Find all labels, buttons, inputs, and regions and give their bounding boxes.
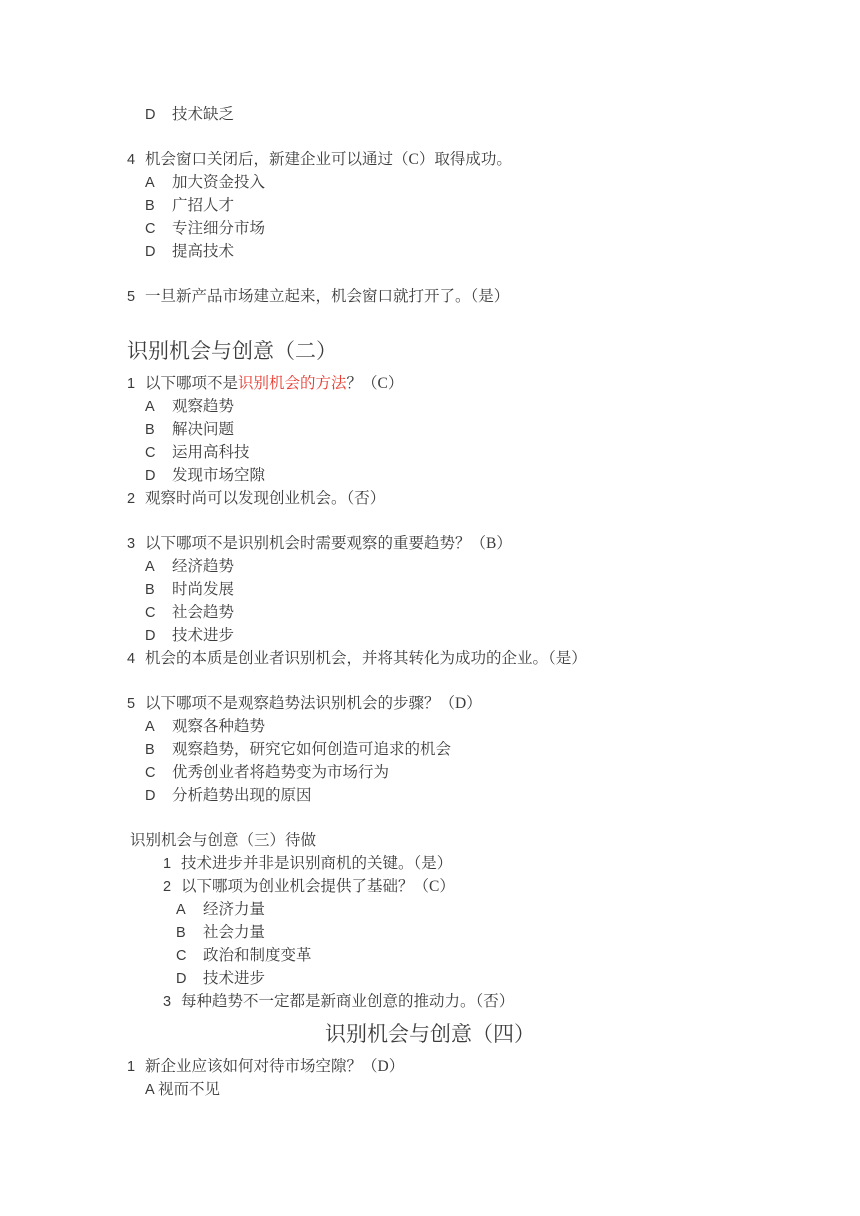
option-line [127,715,820,738]
blank-line [127,670,820,692]
question-number: 1 [127,376,136,392]
question-number: 5 [127,696,136,712]
option-letter: C [145,765,156,781]
question-line [127,875,820,898]
option-text: 社会力量 [203,924,266,941]
option-line [127,601,820,624]
question-line [127,692,820,715]
blank-line [127,263,820,285]
option-text: 技术进步 [172,627,235,644]
option-line [127,464,820,487]
question-line [127,852,820,875]
option-text: 广招人才 [172,197,235,214]
option-letter: D [145,244,156,260]
option-letter: C [145,445,156,461]
question-text: ？（C） [346,375,404,392]
option-text: 解决问题 [172,421,235,438]
question-text: 观察时尚可以发现创业机会。（否） [145,490,386,507]
option-text: 社会趋势 [172,604,235,621]
option-line [127,944,820,967]
question-text: 以下哪项为创业机会提供了基础？（C） [181,878,455,895]
option-line [127,578,820,601]
option-text: 技术缺乏 [172,106,235,123]
question-text: 每种趋势不一定都是新商业创意的推动力。（否） [181,993,515,1010]
highlighted-text: 识别机会的方法 [238,375,347,392]
option-line [127,898,820,921]
option-letter: B [145,422,155,438]
option-text: 观察各种趋势 [172,718,266,735]
option-line [127,761,820,784]
option-text: 观察趋势 [172,398,235,415]
question-text: 机会窗口关闭后，新建企业可以通过（C）取得成功。 [145,151,512,168]
option-line [127,1078,820,1101]
option-line [127,171,820,194]
option-line [127,217,820,240]
option-letter: A [145,399,155,415]
question-line [127,532,820,555]
option-line [127,784,820,807]
subsection-heading: 识别机会与创意（三）待做 [130,832,317,849]
option-letter: A [145,719,155,735]
option-line [127,418,820,441]
option-letter: D [145,788,156,804]
blank-line [127,807,820,829]
option-line [127,240,820,263]
option-letter: C [176,948,187,964]
option-text: 经济力量 [203,901,266,918]
option-letter: D [145,107,156,123]
blank-line [127,308,820,330]
question-text: 以下哪项不是识别机会时需要观察的重要趋势？（B） [145,535,512,552]
option-letter: D [145,468,156,484]
option-letter: B [176,925,186,941]
option-letter: B [145,198,155,214]
question-line [127,1055,820,1078]
option-text: 提高技术 [172,243,235,260]
blank-line [127,126,820,148]
section-heading: 识别机会与创意（二） [127,339,337,363]
option-line [127,103,820,126]
question-text: 技术进步并非是识别商机的关键。（是） [181,855,453,872]
question-number: 1 [127,1059,136,1075]
question-number: 3 [127,536,136,552]
option-text: 加大资金投入 [172,174,266,191]
question-number: 5 [127,289,136,305]
option-line [127,967,820,990]
question-number: 2 [127,491,136,507]
option-letter: C [145,221,156,237]
question-number: 4 [127,152,136,168]
option-letter: B [145,742,155,758]
option-line [127,395,820,418]
option-text: 经济趋势 [172,558,235,575]
option-letter: C [145,605,156,621]
option-text: 时尚发展 [172,581,235,598]
option-text: 技术进步 [203,970,266,987]
question-text: 新企业应该如何对待市场空隙？（D） [145,1058,405,1075]
option-text: 政治和制度变革 [203,947,312,964]
option-line [127,194,820,217]
question-number: 1 [163,856,172,872]
question-line [127,647,820,670]
option-letter: A [145,1082,155,1098]
question-text: 以下哪项不是 [145,375,239,392]
option-text: 视而不见 [158,1081,221,1098]
option-text: 观察趋势，研究它如何创造可追求的机会 [172,741,452,758]
option-text: 运用高科技 [172,444,250,461]
question-text: 机会的本质是创业者识别机会，并将其转化为成功的企业。（是） [145,650,587,667]
question-number: 4 [127,651,136,667]
option-text: 发现市场空隙 [172,467,266,484]
option-text: 优秀创业者将趋势变为市场行为 [172,764,390,781]
blank-line [127,510,820,532]
option-line [127,441,820,464]
option-line [127,555,820,578]
option-text: 分析趋势出现的原因 [172,787,312,804]
section-heading: 识别机会与创意（四） [325,1022,535,1046]
question-line [127,487,820,510]
option-letter: A [145,175,155,191]
question-line [127,285,820,308]
question-text: 一旦新产品市场建立起来，机会窗口就打开了。（是） [145,288,510,305]
question-line [127,372,820,395]
question-line [127,148,820,171]
option-letter: D [145,628,156,644]
option-line [127,624,820,647]
option-text: 专注细分市场 [172,220,266,237]
question-line [127,990,820,1013]
option-letter: A [176,902,186,918]
question-number: 3 [163,994,172,1010]
option-letter: D [176,971,187,987]
option-letter: B [145,582,155,598]
question-number: 2 [163,879,172,895]
option-letter: A [145,559,155,575]
option-line [127,738,820,761]
option-line [127,921,820,944]
question-text: 以下哪项不是观察趋势法识别机会的步骤？（D） [145,695,482,712]
